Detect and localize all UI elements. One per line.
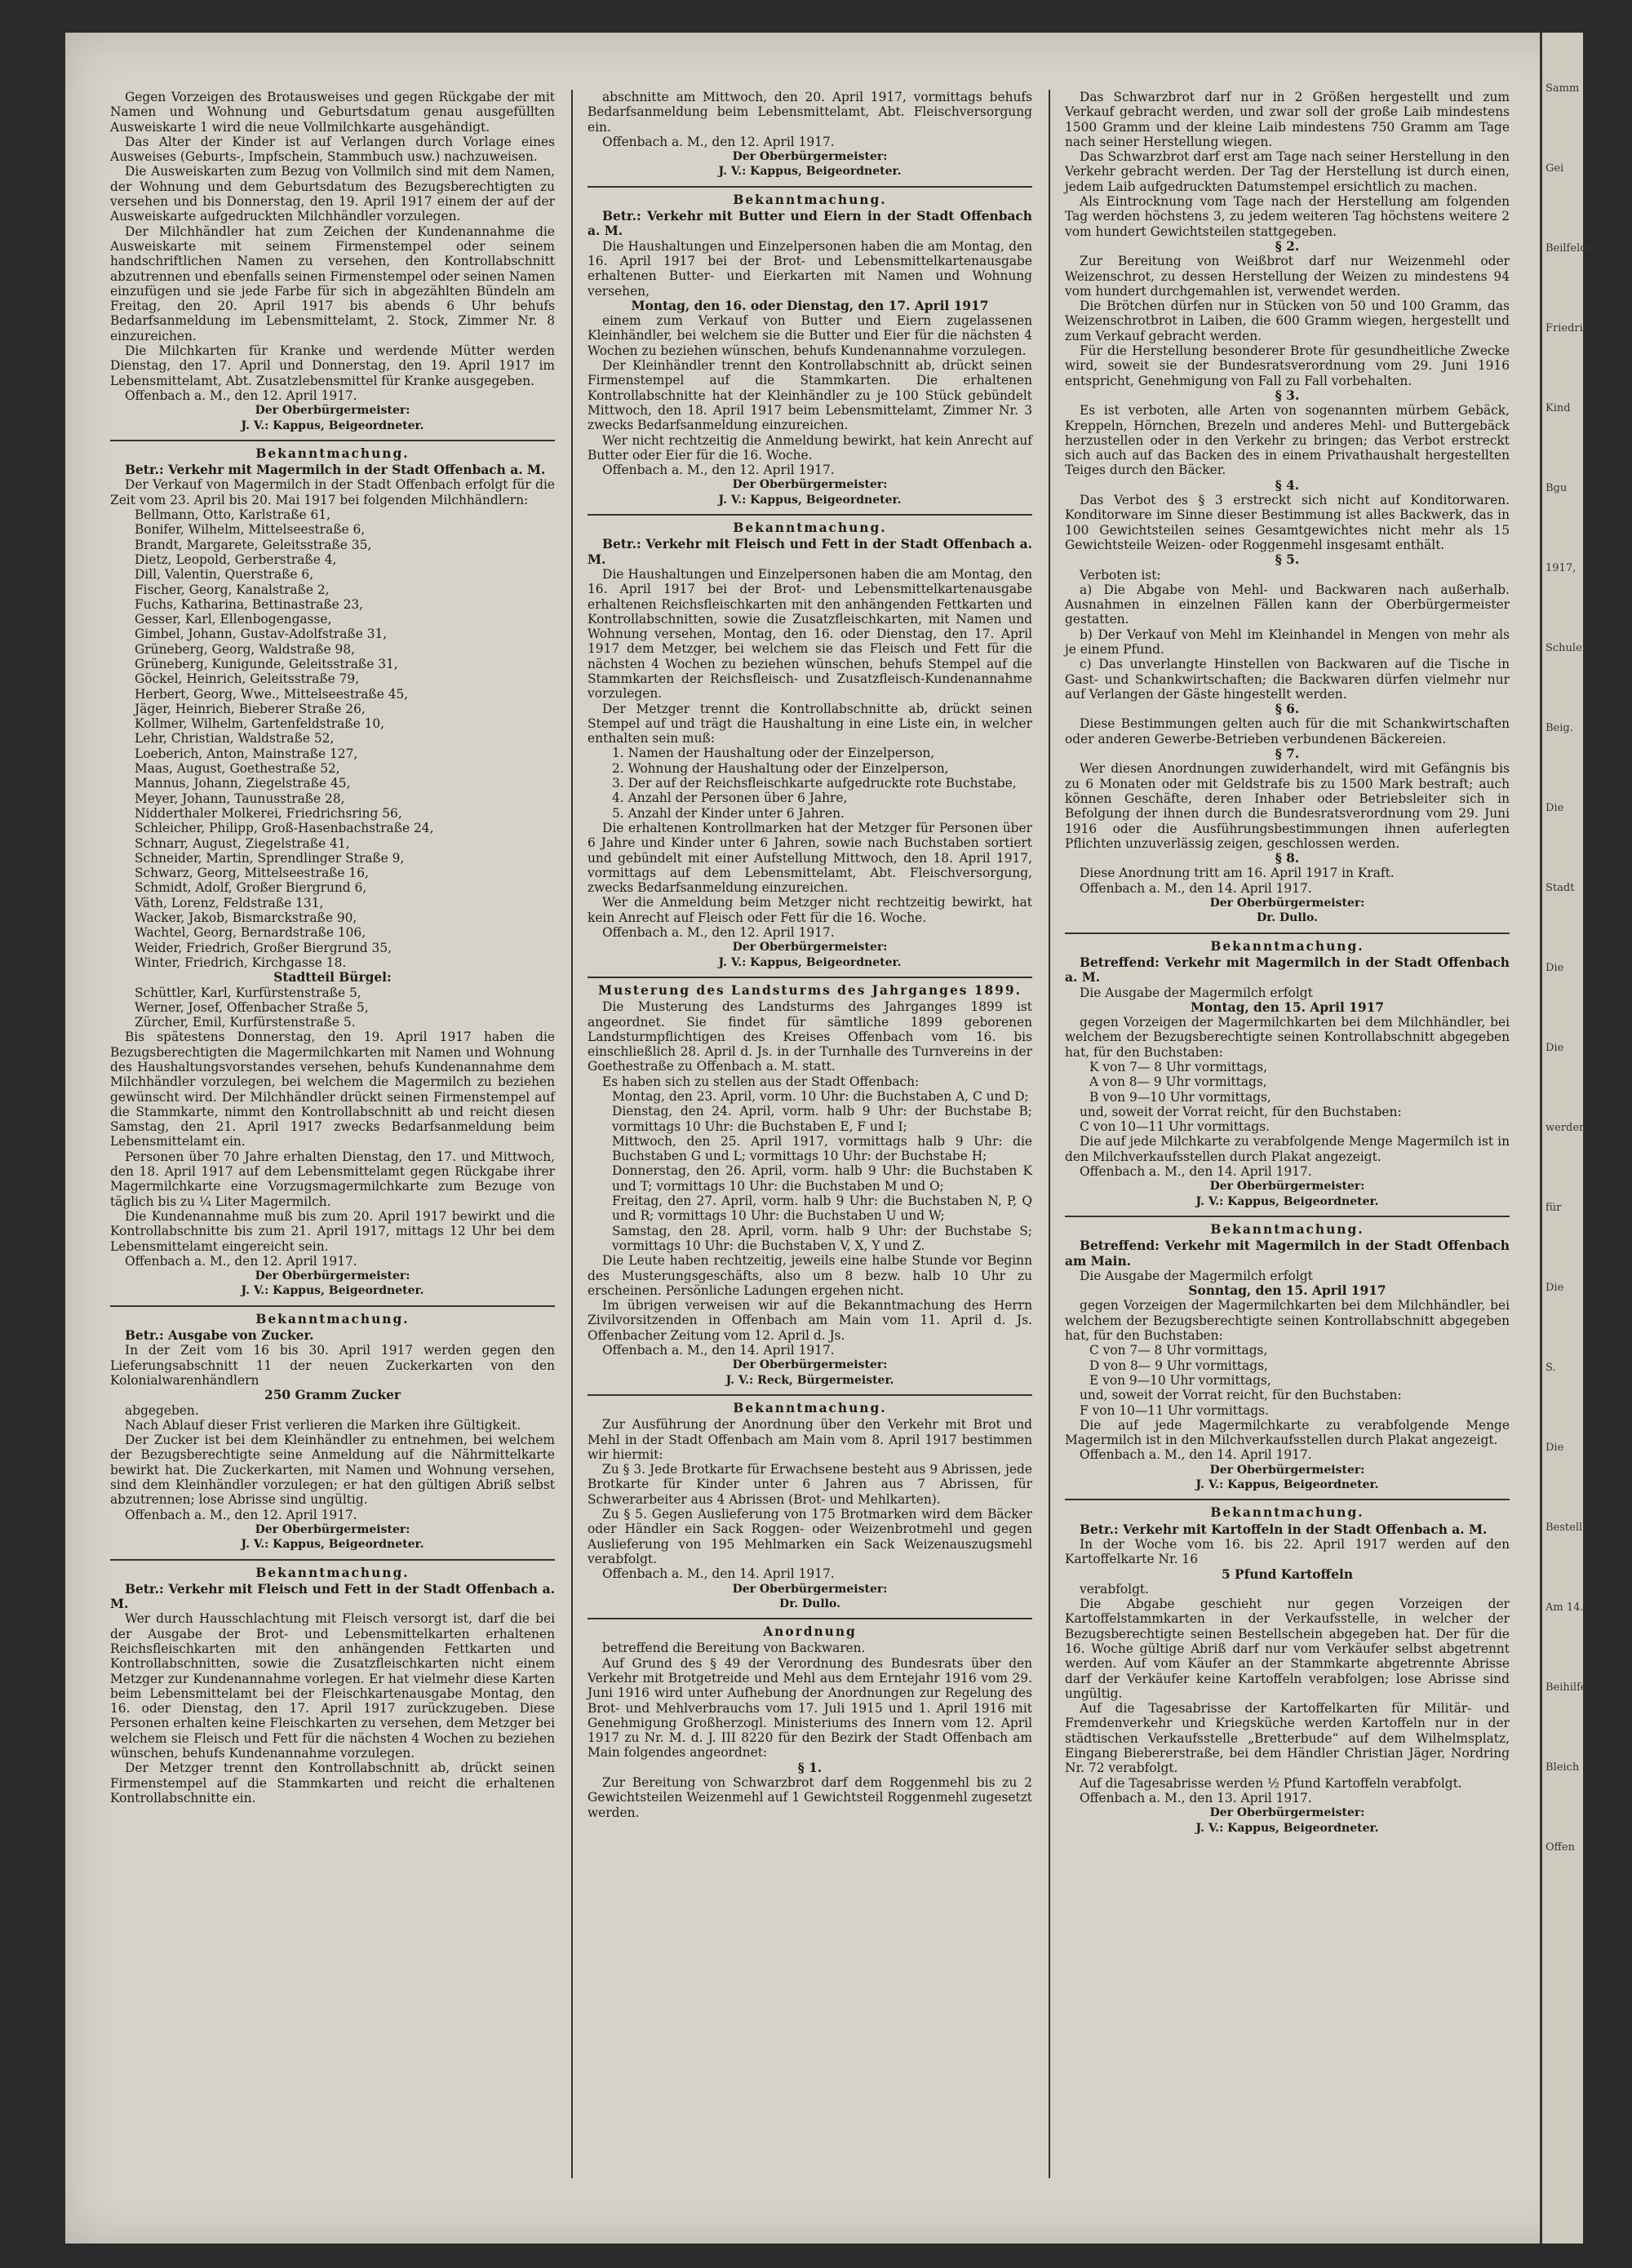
signature-line: J. V.: Kappus, Beigeordneter. bbox=[718, 165, 902, 179]
list-item: Weider, Friedrich, Großer Biergrund 35, bbox=[135, 940, 392, 955]
paragraph: Offenbach a. M., den 12. April 1917. bbox=[125, 1253, 357, 1269]
paragraph: gegen Vorzeigen der Magermilchkarten bei dem Milchhändler, bei welchem der Bezugsberechtigte seinen Kontrollabschnitt abgegeben hat, für den Buchstaben: bbox=[1065, 1298, 1510, 1344]
list-item: Schwarz, Georg, Mittelseestraße 16, bbox=[135, 866, 369, 881]
paragraph: Nach Ablauf dieser Frist verlieren die Marken ihre Gültigkeit. bbox=[125, 1417, 521, 1433]
signature-line: J. V.: Kappus, Beigeordneter. bbox=[1195, 1821, 1379, 1835]
paragraph: Auf Grund des § 49 der Verordnung des Bundesrats über den Verkehr mit Brotgetreide und Mehl aus dem Erntejahr 1916 vom 29. Juni 1916 wird unter Aufhebung der Anordnungen zur Regelung des Brot- und Mehlverbrauchs vom 17. Juli 1915 und 1. April 1916 mit Genehmigung Großherzogl. Ministeriums des Innern vom 12. April 1917 zu Nr. M. d. J. III 8220 für den Bezirk der Stadt Offenbach am Main folgendes angeordnet: bbox=[588, 1655, 1032, 1761]
notice-heading: Bekanntmachung. bbox=[255, 1565, 410, 1580]
paragraph: abschnitte am Mittwoch, den 20. April 1917, vormittags behufs Bedarfsanmeldung beim Lebensmittelamt, Abt. Fleischversorgung ein. bbox=[588, 90, 1032, 135]
list-item: D von 8— 9 Uhr vormittags, bbox=[1089, 1358, 1268, 1373]
paragraph: Verboten ist: bbox=[1080, 567, 1161, 583]
paragraph: Offenbach a. M., den 12. April 1917. bbox=[125, 388, 357, 403]
signature-line: Der Oberbürgermeister: bbox=[732, 478, 888, 492]
paragraph: Wer nicht rechtzeitig die Anmeldung bewirkt, hat kein Anrecht auf Butter oder Eier für die 16. Woche. bbox=[588, 432, 1032, 463]
signature-line: Dr. Dullo. bbox=[779, 1597, 840, 1610]
signature-line: Dr. Dullo. bbox=[1257, 911, 1318, 925]
edge-fragment: Beig. bbox=[1546, 722, 1573, 734]
signature-line: Der Oberbürgermeister: bbox=[255, 1269, 410, 1283]
paragraph: Diese Bestimmungen gelten auch für die mit Schankwirtschaften oder anderen Gewerbe-Betrieben verbundenen Bäckereien. bbox=[1065, 716, 1510, 746]
paragraph: Betr.: Ausgabe von Zucker. bbox=[125, 1328, 314, 1344]
notice-heading: Musterung des Landsturms des Jahrganges 1899. bbox=[598, 982, 1022, 998]
paragraph: 5 Pfund Kartoffeln bbox=[1221, 1566, 1354, 1582]
notice bbox=[1065, 1216, 1510, 1492]
edge-fragment: Offen bbox=[1546, 1841, 1575, 1854]
paragraph: Die Kundenannahme muß bis zum 20. April 1917 bewirkt und die Kontrollabschnitte bis zum 21. April 1917, mittags 12 Uhr bei dem Lebensmittelamt eingereicht sein. bbox=[110, 1208, 555, 1254]
signature-line: Der Oberbürgermeister: bbox=[1209, 1806, 1365, 1820]
paragraph: Wer diesen Anordnungen zuwiderhandelt, wird mit Gefängnis bis zu 6 Monaten oder mit Geldstrafe bis zu 1500 Mark bestraft; auch können Geschäfte, deren Inhaber oder Betriebsleiter sich in Befolgung der ihnen durch die Bundesratsverordnung vom 29. Juni 1916 oder die Ausführungsbestimmungen ihnen auferlegten Pflichten unzuverlässig zeigen, geschlossen werden. bbox=[1065, 761, 1510, 851]
edge-fragment: Die bbox=[1546, 1282, 1564, 1294]
signature-line: J. V.: Reck, Bürgermeister. bbox=[725, 1373, 894, 1387]
paragraph: Betreffend: Verkehr mit Magermilch in der Stadt Offenbach a. M. bbox=[1065, 955, 1510, 986]
edge-fragment: Gei bbox=[1546, 162, 1564, 175]
list-item: Jäger, Heinrich, Bieberer Straße 26, bbox=[135, 701, 366, 716]
notice-separator bbox=[1065, 1216, 1510, 1217]
paragraph: Die Ausgabe der Magermilch erfolgt bbox=[1080, 985, 1313, 1000]
list-item: Schleicher, Philipp, Groß-Hasenbachstraße 24, bbox=[135, 821, 434, 836]
paragraph: verabfolgt. bbox=[1080, 1581, 1150, 1597]
notice-heading: Anordnung bbox=[763, 1624, 857, 1640]
notice-separator bbox=[110, 1305, 555, 1307]
list-item: 3. Der auf der Reichsfleischkarte aufgedruckte rote Buchstabe, bbox=[612, 776, 1017, 791]
paragraph: Zur Bereitung von Weißbrot darf nur Weizenmehl oder Weizenschrot, zu dessen Herstellung der Weizen zu mindestens 94 vom hundert durchgemahlen ist, verwendet werden. bbox=[1065, 254, 1510, 299]
paragraph: § 3. bbox=[1275, 388, 1300, 403]
paragraph: Sonntag, den 15. April 1917 bbox=[1188, 1283, 1386, 1299]
signature-line: J. V.: Kappus, Beigeordneter. bbox=[241, 419, 424, 432]
list-item: Wachtel, Georg, Bernardstraße 106, bbox=[135, 925, 366, 941]
edge-fragment: Friedrich bbox=[1546, 322, 1596, 334]
notice-heading: Bekanntmachung. bbox=[733, 1400, 887, 1415]
list-item: 2. Wohnung der Haushaltung oder der Einzelperson, bbox=[612, 760, 949, 776]
list-item: Freitag, den 27. April, vorm. halb 9 Uhr: die Buchstaben N, P, Q und R; vormittags 10 Uhr: die Buchstaben U und W; bbox=[612, 1194, 1032, 1224]
list-item: Gesser, Karl, Ellenbogengasse, bbox=[135, 612, 332, 627]
paragraph: C von 10—11 Uhr vormittags. bbox=[1080, 1119, 1271, 1135]
paragraph: abgegeben. bbox=[125, 1402, 199, 1418]
edge-fragment: Schulen bbox=[1546, 642, 1590, 654]
notice-separator bbox=[1065, 1499, 1510, 1500]
list-item: Mittwoch, den 25. April 1917, vormittags halb 9 Uhr: die Buchstaben G und L; vormittags 10 Uhr: der Buchstabe H; bbox=[612, 1133, 1032, 1164]
paragraph: Im übrigen verweisen wir auf die Bekanntmachung des Herrn Zivilvorsitzenden in Offenbach am Main vom 11. April d. Js. Offenbacher Zeitung vom 12. April d. Js. bbox=[588, 1298, 1032, 1343]
paragraph: Diese Anordnung tritt am 16. April 1917 in Kraft. bbox=[1080, 866, 1395, 881]
notice bbox=[588, 90, 1032, 179]
paragraph: Zu § 5. Gegen Auslieferung von 175 Brotmarken wird dem Bäcker oder Händler ein Sack Roggen- oder Weizenbrotmehl und gegen Auslieferung von 195 Mehlmarken ein Sack Weizenauszugsmehl verabfolgt. bbox=[588, 1507, 1032, 1566]
paragraph: In der Woche vom 16. bis 22. April 1917 werden auf den Kartoffelkarte Nr. 16 bbox=[1065, 1536, 1510, 1567]
adjacent-page-edge bbox=[1540, 33, 1599, 2244]
paragraph: Betr.: Verkehr mit Fleisch und Fett in der Stadt Offenbach a. M. bbox=[588, 537, 1032, 567]
notice-heading: Bekanntmachung. bbox=[733, 520, 887, 536]
signature-line: Der Oberbürgermeister: bbox=[255, 404, 410, 418]
list-item: A von 8— 9 Uhr vormittags, bbox=[1089, 1074, 1267, 1090]
notice bbox=[588, 1394, 1032, 1611]
list-item: Bellmann, Otto, Karlstraße 61, bbox=[135, 507, 331, 523]
paragraph: Offenbach a. M., den 14. April 1917. bbox=[602, 1566, 835, 1582]
paragraph: Das Verbot des § 3 erstreckt sich nicht auf Konditorwaren. Konditorware im Sinne dieser Bestimmung ist alles Backwerk, das in 100 Gewichtsteilen seines Gesamtgewichtes nicht mehr als 15 Gewichtsteile Weizen- oder Roggenmehl insgesamt enthält. bbox=[1065, 493, 1510, 552]
notice bbox=[110, 90, 555, 433]
list-item: Göckel, Heinrich, Geleitsstraße 79, bbox=[135, 671, 360, 687]
list-item: Dietz, Leopold, Gerberstraße 4, bbox=[135, 551, 337, 567]
edge-fragment: Stadt bbox=[1546, 882, 1575, 894]
list-item: Montag, den 23. April, vorm. 10 Uhr: die Buchstaben A, C und D; bbox=[612, 1089, 1029, 1104]
signature-line: Der Oberbürgermeister: bbox=[1209, 1463, 1365, 1477]
paragraph: Für die Herstellung besonderer Brote für gesundheitliche Zwecke wird, soweit sie der Bundesratsverordnung vom 29. Juni 1916 entspricht, Genehmigung von Fall zu Fall vorbehalten. bbox=[1065, 343, 1510, 388]
notice bbox=[110, 440, 555, 1299]
notice bbox=[1065, 90, 1510, 926]
signature-line: J. V.: Kappus, Beigeordneter. bbox=[1195, 1194, 1379, 1208]
paragraph: F von 10—11 Uhr vormittags. bbox=[1080, 1402, 1269, 1418]
list-item: Zürcher, Emil, Kurfürstenstraße 5. bbox=[135, 1015, 356, 1030]
list-item: 5. Anzahl der Kinder unter 6 Jahren. bbox=[612, 805, 845, 821]
edge-fragment: Bleich bbox=[1546, 1761, 1580, 1774]
paragraph: Es ist verboten, alle Arten von sogenannten mürbem Gebäck, Kreppeln, Hörnchen, Brezeln und anderes Mehl- und Buttergebäck herzustellen oder in den Verkehr zu bringen; das Verbot erstreckt sich auch auf das Backen des in einem Privathaushalt hergestellten Teiges durch den Bäcker. bbox=[1065, 403, 1510, 478]
paragraph: Der Verkauf von Magermilch in der Stadt Offenbach erfolgt für die Zeit vom 23. April bis 20. Mai 1917 bei folgenden Milchhändlern: bbox=[110, 477, 555, 507]
paragraph: Wer durch Hausschlachtung mit Fleisch versorgt ist, darf die bei der Ausgabe der Brot- und Lebensmittelkarten erhaltenen Reichsfleischkarten mit den anhängenden Fettkarten und Kontrollabschnitten, sowie die Zusatzfleischkarten nicht einem Metzger zur Kundenannahme vorlegen. Er hat vielmehr diese Karten beim Lebensmittelamt bei der Fleischkartenausgabe Montag, den 16. oder Dienstag, den 17. April 1917 zurückzugeben. Diese Personen erhalten keine Fleischkarten zu versehen, dem Metzger bei welchem sie Fleisch und Fett für die nächsten 4 Wochen zu beziehen wünschen, behufs Kundenannahme vorzulegen. bbox=[110, 1611, 555, 1761]
paragraph: betreffend die Bereitung von Backwaren. bbox=[602, 1641, 866, 1656]
paragraph: Offenbach a. M., den 12. April 1917. bbox=[602, 463, 835, 478]
paragraph: Das Alter der Kinder ist auf Verlangen durch Vorlage eines Ausweises (Geburts-, Impfschein, Stammbuch usw.) nachzuweisen. bbox=[110, 134, 555, 165]
notice-heading: Bekanntmachung. bbox=[255, 1311, 410, 1327]
list-item: B von 9—10 Uhr vormittags, bbox=[1089, 1089, 1271, 1105]
notice-separator bbox=[110, 1559, 555, 1561]
list-item: K von 7— 8 Uhr vormittags, bbox=[1089, 1060, 1268, 1074]
list-item: Grüneberg, Georg, Waldstraße 98, bbox=[135, 641, 356, 657]
paragraph: § 6. bbox=[1275, 702, 1300, 717]
list-item: Lehr, Christian, Waldstraße 52, bbox=[135, 731, 335, 746]
notice-separator bbox=[1065, 932, 1510, 934]
paragraph: § 4. bbox=[1275, 477, 1300, 493]
signature-line: Der Oberbürgermeister: bbox=[732, 150, 888, 164]
paragraph: Personen über 70 Jahre erhalten Dienstag, den 17. und Mittwoch, den 18. April 1917 auf dem Lebensmittelamt gegen Rückgabe ihrer Magermilchkarte eine Vorzugsmagermilchkarte zum Bezuge von täglich bis zu ¼ Liter Magermilch. bbox=[110, 1149, 555, 1209]
paragraph: Das Schwarzbrot darf nur in 2 Größen hergestellt und zum Verkauf gebracht werden, und zwar soll der große Laib mindestens 1500 Gramm und der kleine Laib mindestens 750 Gramm am Tage nach seiner Herstellung wiegen. bbox=[1065, 90, 1510, 149]
notice bbox=[1065, 1499, 1510, 1836]
paragraph: In der Zeit vom 16 bis 30. April 1917 werden gegen den Lieferungsabschnitt 11 der neuen Zuckerkarten von den Kolonialwarenhändlern bbox=[110, 1343, 555, 1388]
paragraph: Offenbach a. M., den 12. April 1917. bbox=[602, 925, 835, 941]
paragraph: Das Schwarzbrot darf erst am Tage nach seiner Herstellung in den Verkehr gebracht werden. Der Tag der Herstellung ist durch einen, jedem Laib aufgedruckten Datumstempel ersichtlich zu machen. bbox=[1065, 149, 1510, 194]
list-item: Schüttler, Karl, Kurfürstenstraße 5, bbox=[135, 985, 361, 1000]
list-item: Mannus, Johann, Ziegelstraße 45, bbox=[135, 776, 351, 791]
paragraph: Der Zucker ist bei dem Kleinhändler zu entnehmen, bei welchem der Bezugsberechtigte seine Anmeldung auf die Nährmittelkarte bewirkt hat. Die Zuckerkarten, mit Namen und Wohnung versehen, sind dem Kleinhändler vorzulegen; er hat den gültigen Abriß selbst abzutrennen; lose Abrisse sind ungültig. bbox=[110, 1433, 555, 1508]
paragraph: Betr.: Verkehr mit Magermilch in der Stadt Offenbach a. M. bbox=[125, 463, 546, 478]
paragraph: c) Das unverlangte Hinstellen von Backwaren auf die Tische in Gast- und Schankwirtschaften; die Backwaren dürfen vielmehr nur auf Verlangen der Gäste hingestellt werden. bbox=[1065, 657, 1510, 702]
paragraph: Betreffend: Verkehr mit Magermilch in der Stadt Offenbach am Main. bbox=[1065, 1238, 1510, 1269]
edge-fragment: Am 14. bbox=[1546, 1601, 1584, 1614]
list-item: 4. Anzahl der Personen über 6 Jahre, bbox=[612, 791, 848, 806]
notice-heading: Bekanntmachung. bbox=[1210, 1221, 1364, 1237]
list-item: Dill, Valentin, Querstraße 6, bbox=[135, 567, 314, 583]
paragraph: b) Der Verkauf von Mehl im Kleinhandel in Mengen von mehr als je einem Pfund. bbox=[1065, 627, 1510, 657]
paragraph: Die auf jede Magermilchkarte zu verabfolgende Menge Magermilch ist in den Milchverkaufsstellen durch Plakat angezeigt. bbox=[1065, 1417, 1510, 1448]
paragraph: § 8. bbox=[1275, 851, 1300, 866]
list-item: Fischer, Georg, Kanalstraße 2, bbox=[135, 582, 330, 597]
edge-fragment: Kind bbox=[1546, 402, 1571, 414]
paragraph: Betr.: Verkehr mit Butter und Eiern in der Stadt Offenbach a. M. bbox=[588, 209, 1032, 239]
paragraph: Die Haushaltungen und Einzelpersonen haben die am Montag, den 16. April 1917 bei der Brot- und Lebensmittelkartenausgabe erhaltenen Butter- und Eierkarten mit Namen und Wohnung versehen, bbox=[588, 238, 1032, 299]
paragraph: und, soweit der Vorrat reicht, für den Buchstaben: bbox=[1080, 1104, 1402, 1119]
paragraph: a) Die Abgabe von Mehl- und Backwaren nach außerhalb. Ausnahmen in einzelnen Fällen kann der Oberbürgermeister gestatten. bbox=[1065, 582, 1510, 627]
paragraph: Offenbach a. M., den 14. April 1917. bbox=[1080, 1164, 1312, 1180]
paragraph: § 1. bbox=[797, 1760, 823, 1775]
signature-line: Der Oberbürgermeister: bbox=[1209, 897, 1365, 910]
list-item: Dienstag, den 24. April, vorm. halb 9 Uhr: der Buchstabe B; vormittags 10 Uhr: die Buchstaben E, F und I; bbox=[612, 1104, 1032, 1134]
paragraph: gegen Vorzeigen der Magermilchkarten bei dem Milchhändler, bei welchem der Bezugsberechtigte seinen Kontrollabschnitt abgegeben hat, für den Buchstaben: bbox=[1065, 1015, 1510, 1060]
notice bbox=[588, 1618, 1032, 1820]
list-item: Fuchs, Katharina, Bettinastraße 23, bbox=[135, 596, 364, 612]
list-item: Maas, August, Goethestraße 52, bbox=[135, 761, 340, 777]
paragraph: einem zum Verkauf von Butter und Eiern zugelassenen Kleinhändler, bei welchem sie die Butter und Eier für die nächsten 4 Wochen zu beziehen wünschen, behufs Kundenannahme vorzulegen. bbox=[588, 313, 1032, 358]
paragraph: Die Milchkarten für Kranke und werdende Mütter werden Dienstag, den 17. April und Donnerstag, den 19. April 1917 im Lebensmittelamt, Abt. Zusatzlebensmittel für Kranke ausgegeben. bbox=[110, 343, 555, 388]
signature-line: J. V.: Kappus, Beigeordneter. bbox=[718, 955, 902, 969]
paragraph: Auf die Tagesabrisse der Kartoffelkarten für Militär- und Fremdenverkehr und Kriegsküche werden Kartoffeln nur in der städtischen Verkaufsstelle „Bretterbude“ auf dem Wilhelmsplatz, Eingang Biebererstraße, bei dem Händler Christian Jäger, Nordring Nr. 72 verabfolgt. bbox=[1065, 1701, 1510, 1776]
notice-separator bbox=[110, 440, 555, 441]
edge-fragment: S. bbox=[1546, 1362, 1556, 1374]
column-1 bbox=[110, 90, 555, 2227]
paragraph: Betr.: Verkehr mit Fleisch und Fett in der Stadt Offenbach a. M. bbox=[110, 1581, 555, 1612]
paragraph: Der Milchhändler hat zum Zeichen der Kundenannahme die Ausweiskarte mit seinem Firmenstempel oder seinem handschriftlichen Namen zu versehen, den Kontrollabschnitt abzutrennen und ebenfalls seinen Firmenstempel oder seinen Namen einzufügen und sie jede Farbe für sich in abgezählten Bündeln am Freitag, den 20. April 1917 bis abends 6 Uhr behufs Bedarfsanmeldung im Lebensmittelamt, 2. Stock, Zimmer Nr. 8 einzureichen. bbox=[110, 224, 555, 343]
list-item: Schnarr, August, Ziegelstraße 41, bbox=[135, 835, 350, 851]
paragraph: Offenbach a. M., den 13. April 1917. bbox=[1080, 1790, 1312, 1805]
notice-separator bbox=[588, 977, 1032, 978]
paragraph: Die Abgabe geschieht nur gegen Vorzeigen der Kartoffelstammkarten in der Verkaufsstelle, in welcher der Bezugsberechtigte seinen Bestellschein abgegeben hat. Der für die 16. Woche gültige Abriß darf nur vom Verkäufer selbst abgetrennt werden. Auf vom Käufer an der Stammkarte abgetrennte Abrisse darf der Verkäufer keine Kartoffeln verabfolgen; lose Abrisse sind ungültig. bbox=[1065, 1597, 1510, 1701]
notice-heading: Bekanntmachung. bbox=[1210, 1505, 1364, 1521]
list-item: Wacker, Jakob, Bismarckstraße 90, bbox=[135, 910, 357, 926]
notice-separator bbox=[588, 514, 1032, 516]
paragraph: Bis spätestens Donnerstag, den 19. April 1917 haben die Bezugsberechtigten die Magermilchkarten mit Namen und Wohnung des Haushaltungsvorstandes versehen, behufs Kundenannahme dem Milchhändler vorzulegen, bei welchem die Magermilch zu beziehen gewünscht wird. Der Milchhändler drückt seinen Firmenstempel auf die Stammkarte, nimmt den Kontrollabschnitt ab und reicht diesen Samstag, den 21. April 1917 zwecks Bedarfsanmeldung beim Lebensmittelamt ein. bbox=[110, 1030, 555, 1150]
paragraph: Der Kleinhändler trennt den Kontrollabschnitt ab, drückt seinen Firmenstempel auf die Stammkarten. Die erhaltenen Kontrollabschnitte hat der Kleinhändler zu je 100 Stück gebündelt Mittwoch, den 18. April 1917 beim Lebensmittelamt, Zimmer Nr. 3 zwecks Bedarfsanmeldung einzureichen. bbox=[588, 358, 1032, 433]
paragraph: Die Brötchen dürfen nur in Stücken von 50 und 100 Gramm, das Weizenschrotbrot in Laiben, die 600 Gramm wiegen, hergestellt und zum Verkauf gebracht werden. bbox=[1065, 299, 1510, 343]
paragraph: Die Ausgabe der Magermilch erfolgt bbox=[1080, 1268, 1313, 1283]
edge-fragment: Beilfelder bbox=[1546, 242, 1599, 255]
list-item: 1. Namen der Haushaltung oder der Einzelperson, bbox=[612, 746, 935, 761]
newspaper-page bbox=[65, 33, 1599, 2244]
edge-fragment: Samm bbox=[1546, 82, 1580, 95]
paragraph: Betr.: Verkehr mit Kartoffeln in der Stadt Offenbach a. M. bbox=[1080, 1522, 1488, 1537]
notice bbox=[588, 186, 1032, 507]
signature-line: J. V.: Kappus, Beigeordneter. bbox=[241, 1538, 424, 1552]
paragraph: Die Musterung des Landsturms des Jahrganges 1899 ist angeordnet. Sie findet für sämtliche 1899 geborenen Landsturmpflichtigen des Kreises Offenbach vom 16. bis einschließlich 28. April d. Js. in der Turnhalle des Turnvereins in der Goethestraße zu Offenbach a. M. statt. bbox=[588, 999, 1032, 1074]
list-item: Grüneberg, Kunigunde, Geleitsstraße 31, bbox=[135, 656, 398, 671]
paragraph: Offenbach a. M., den 14. April 1917. bbox=[602, 1343, 835, 1358]
paragraph: Offenbach a. M., den 12. April 1917. bbox=[602, 134, 835, 149]
edge-fragment: Die bbox=[1546, 962, 1564, 974]
paragraph: Offenbach a. M., den 14. April 1917. bbox=[1080, 880, 1312, 896]
edge-fragment: Beihilfe bbox=[1546, 1681, 1587, 1694]
notice bbox=[110, 1559, 555, 1806]
list-item: Donnerstag, den 26. April, vorm. halb 9 Uhr: die Buchstaben K und T; vormittags 10 Uhr: die Buchstaben M und O; bbox=[612, 1163, 1032, 1194]
paragraph: und, soweit der Vorrat reicht, für den Buchstaben: bbox=[1080, 1388, 1402, 1403]
signature-line: Der Oberbürgermeister: bbox=[1209, 1180, 1365, 1194]
paragraph: Die Haushaltungen und Einzelpersonen haben die am Montag, den 16. April 1917 bei der Brot- und Lebensmittelkartenausgabe erhaltenen Reichsfleischkarten mit den anhängenden Fettkarten und Kontrollabschnitten, sowie die Zusatzfleischkarten, mit Namen und Wohnung versehen, Montag, den 16. oder Dienstag, den 17. April 1917 dem Metzger, bei welchem sie das Fleisch und Fett für die nächsten 4 Wochen zu beziehen wünschen, behufs Stempel auf die Stammkarten der Reichsfleisch- und Zusatzfleisch-Kundenannahme vorzulegen. bbox=[588, 566, 1032, 702]
paragraph: Die auf jede Milchkarte zu verabfolgende Menge Magermilch ist in den Milchverkaufsstellen durch Plakat angezeigt. bbox=[1065, 1134, 1510, 1164]
paragraph: 250 Gramm Zucker bbox=[264, 1388, 401, 1403]
list-item: Nidderthaler Molkerei, Friedrichsring 56, bbox=[135, 805, 402, 821]
paragraph: Montag, den 15. April 1917 bbox=[1191, 999, 1384, 1015]
paragraph: Als Eintrocknung vom Tage nach der Herstellung am folgenden Tag werden höchstens 3, zu jedem weiteren Tag höchstens weitere 2 vom hundert Gewichtsteilen stattgegeben. bbox=[1065, 194, 1510, 239]
list-item: Schmidt, Adolf, Großer Biergrund 6, bbox=[135, 880, 367, 896]
paragraph: Offenbach a. M., den 12. April 1917. bbox=[125, 1507, 357, 1522]
column-rule-2 bbox=[1049, 90, 1050, 2178]
list-item: C von 7— 8 Uhr vormittags, bbox=[1089, 1343, 1268, 1358]
paragraph: Auf die Tagesabrisse werden ½ Pfund Kartoffeln verabfolgt. bbox=[1080, 1775, 1462, 1791]
column-2 bbox=[588, 90, 1032, 2227]
paragraph: Es haben sich zu stellen aus der Stadt Offenbach: bbox=[602, 1074, 920, 1089]
paragraph: Wer die Anmeldung beim Metzger nicht rechtzeitig bewirkt, hat kein Anrecht auf Fleisch oder Fett für die 16. Woche. bbox=[588, 895, 1032, 925]
paragraph: Zur Ausführung der Anordnung über den Verkehr mit Brot und Mehl in der Stadt Offenbach am Main vom 8. April 1917 bestimmen wir hiermit: bbox=[588, 1417, 1032, 1462]
signature-line: Der Oberbürgermeister: bbox=[732, 941, 888, 955]
signature-line: J. V.: Kappus, Beigeordneter. bbox=[718, 493, 902, 507]
list-item: Samstag, den 28. April, vorm. halb 9 Uhr: der Buchstabe S; vormittags 10 Uhr: die Buchstaben V, X, Y und Z. bbox=[612, 1223, 1032, 1253]
signature-line: J. V.: Kappus, Beigeordneter. bbox=[1195, 1478, 1379, 1492]
notice-heading: Bekanntmachung. bbox=[733, 192, 887, 207]
edge-fragment: werden bbox=[1546, 1122, 1586, 1134]
notice-heading: Bekanntmachung. bbox=[255, 445, 410, 461]
notice bbox=[110, 1305, 555, 1553]
paragraph: § 5. bbox=[1275, 552, 1300, 568]
list-item: Meyer, Johann, Taunusstraße 28, bbox=[135, 791, 345, 806]
list-item: Gimbel, Johann, Gustav-Adolfstraße 31, bbox=[135, 627, 388, 642]
edge-fragment: 1917, bbox=[1546, 562, 1577, 574]
paragraph: Die Ausweiskarten zum Bezug von Vollmilch sind mit dem Namen, der Wohnung und dem Geburtsdatum des Bezugsberechtigten zu versehen und bis Donnerstag, den 19. April 1917 einem der auf der Ausweiskarte aufgedruckten Milchhändler vorzulegen. bbox=[110, 164, 555, 224]
signature-line: Der Oberbürgermeister: bbox=[732, 1582, 888, 1596]
list-item: Loeberich, Anton, Mainstraße 127, bbox=[135, 746, 358, 761]
list-item: Bonifer, Wilhelm, Mittelseestraße 6, bbox=[135, 522, 366, 538]
edge-fragment: Die bbox=[1546, 1442, 1564, 1454]
list-item: Schneider, Martin, Sprendlinger Straße 9, bbox=[135, 850, 405, 866]
list-item: Brandt, Margarete, Geleitsstraße 35, bbox=[135, 537, 372, 552]
paragraph: Die erhaltenen Kontrollmarken hat der Metzger für Personen über 6 Jahre und Kinder unter 6 Jahren, sowie nach Buchstaben sortiert und gebündelt mit einer Aufstellung Mittwoch, den 18. April 1917, vormittags auf dem Lebensmittelamt, Abt. Fleischversorgung, zwecks Bedarfsanmeldung einzureichen. bbox=[588, 820, 1032, 896]
column-3 bbox=[1065, 90, 1510, 2227]
edge-fragment: Bgu bbox=[1546, 482, 1568, 494]
notice bbox=[588, 514, 1032, 970]
signature-line: Der Oberbürgermeister: bbox=[255, 1522, 410, 1536]
list-item: Werner, Josef, Offenbacher Straße 5, bbox=[135, 999, 369, 1015]
notice bbox=[1065, 932, 1510, 1209]
paragraph: Zu § 3. Jede Brotkarte für Erwachsene besteht aus 9 Abrissen, jede Brotkarte für Kinder unter 6 Jahren aus 7 Abrissen, für Schwerarbeiter aus 4 Abrissen (Brot- und Mehlkarten). bbox=[588, 1462, 1032, 1507]
paragraph: Offenbach a. M., den 14. April 1917. bbox=[1080, 1447, 1312, 1463]
paragraph: Zur Bereitung von Schwarzbrot darf dem Roggenmehl bis zu 2 Gewichtsteilen Weizenmehl auf 1 Gewichtsteil Roggenmehl zugesetzt werden. bbox=[588, 1775, 1032, 1820]
column-rule-1 bbox=[571, 90, 573, 2178]
list-item: Kollmer, Wilhelm, Gartenfeldstraße 10, bbox=[135, 716, 385, 732]
edge-fragment: Die bbox=[1546, 802, 1564, 814]
list-item: Herbert, Georg, Wwe., Mittelseestraße 45, bbox=[135, 686, 409, 702]
paragraph: § 7. bbox=[1275, 746, 1300, 762]
edge-fragment: für bbox=[1546, 1202, 1562, 1214]
notice-heading: Bekanntmachung. bbox=[1210, 938, 1364, 954]
paragraph: Die Leute haben rechtzeitig, jeweils eine halbe Stunde vor Beginn des Musterungsgeschäfts, also um 8 bezw. halb 10 Uhr zu erscheinen. Persönliche Ladungen ergehen nicht. bbox=[588, 1253, 1032, 1298]
notice-separator bbox=[588, 1618, 1032, 1619]
signature-line: J. V.: Kappus, Beigeordneter. bbox=[241, 1284, 424, 1298]
notice-separator bbox=[588, 186, 1032, 188]
notice bbox=[588, 977, 1032, 1388]
list-item: E von 9—10 Uhr vormittags, bbox=[1089, 1372, 1271, 1388]
edge-fragment: Die bbox=[1546, 1042, 1564, 1054]
paragraph: Gegen Vorzeigen des Brotausweises und gegen Rückgabe der mit Namen und Wohnung und Geburtsdatum genau ausgefüllten Ausweiskarte 1 wird die neue Vollmilchkarte ausgehändigt. bbox=[110, 90, 555, 135]
edge-fragment: Bestell. bbox=[1546, 1522, 1586, 1534]
signature-line: Der Oberbürgermeister: bbox=[732, 1358, 888, 1372]
list-item: Winter, Friedrich, Kirchgasse 18. bbox=[135, 955, 347, 970]
paragraph: Der Metzger trennt den Kontrollabschnitt ab, drückt seinen Firmenstempel auf die Stammkarten und reicht die erhaltenen Kontrollabschnitte ein. bbox=[110, 1761, 555, 1805]
paragraph: Montag, den 16. oder Dienstag, den 17. April 1917 bbox=[631, 298, 989, 313]
subheading: Stadtteil Bürgel: bbox=[273, 970, 392, 986]
list-item: Väth, Lorenz, Feldstraße 131, bbox=[135, 895, 324, 910]
paragraph: Der Metzger trennt die Kontrollabschnitte ab, drückt seinen Stempel auf und trägt die Haushaltung in eine Liste ein, in welcher enthalten sein muß: bbox=[588, 701, 1032, 746]
notice-separator bbox=[588, 1394, 1032, 1396]
paragraph: § 2. bbox=[1275, 238, 1300, 254]
